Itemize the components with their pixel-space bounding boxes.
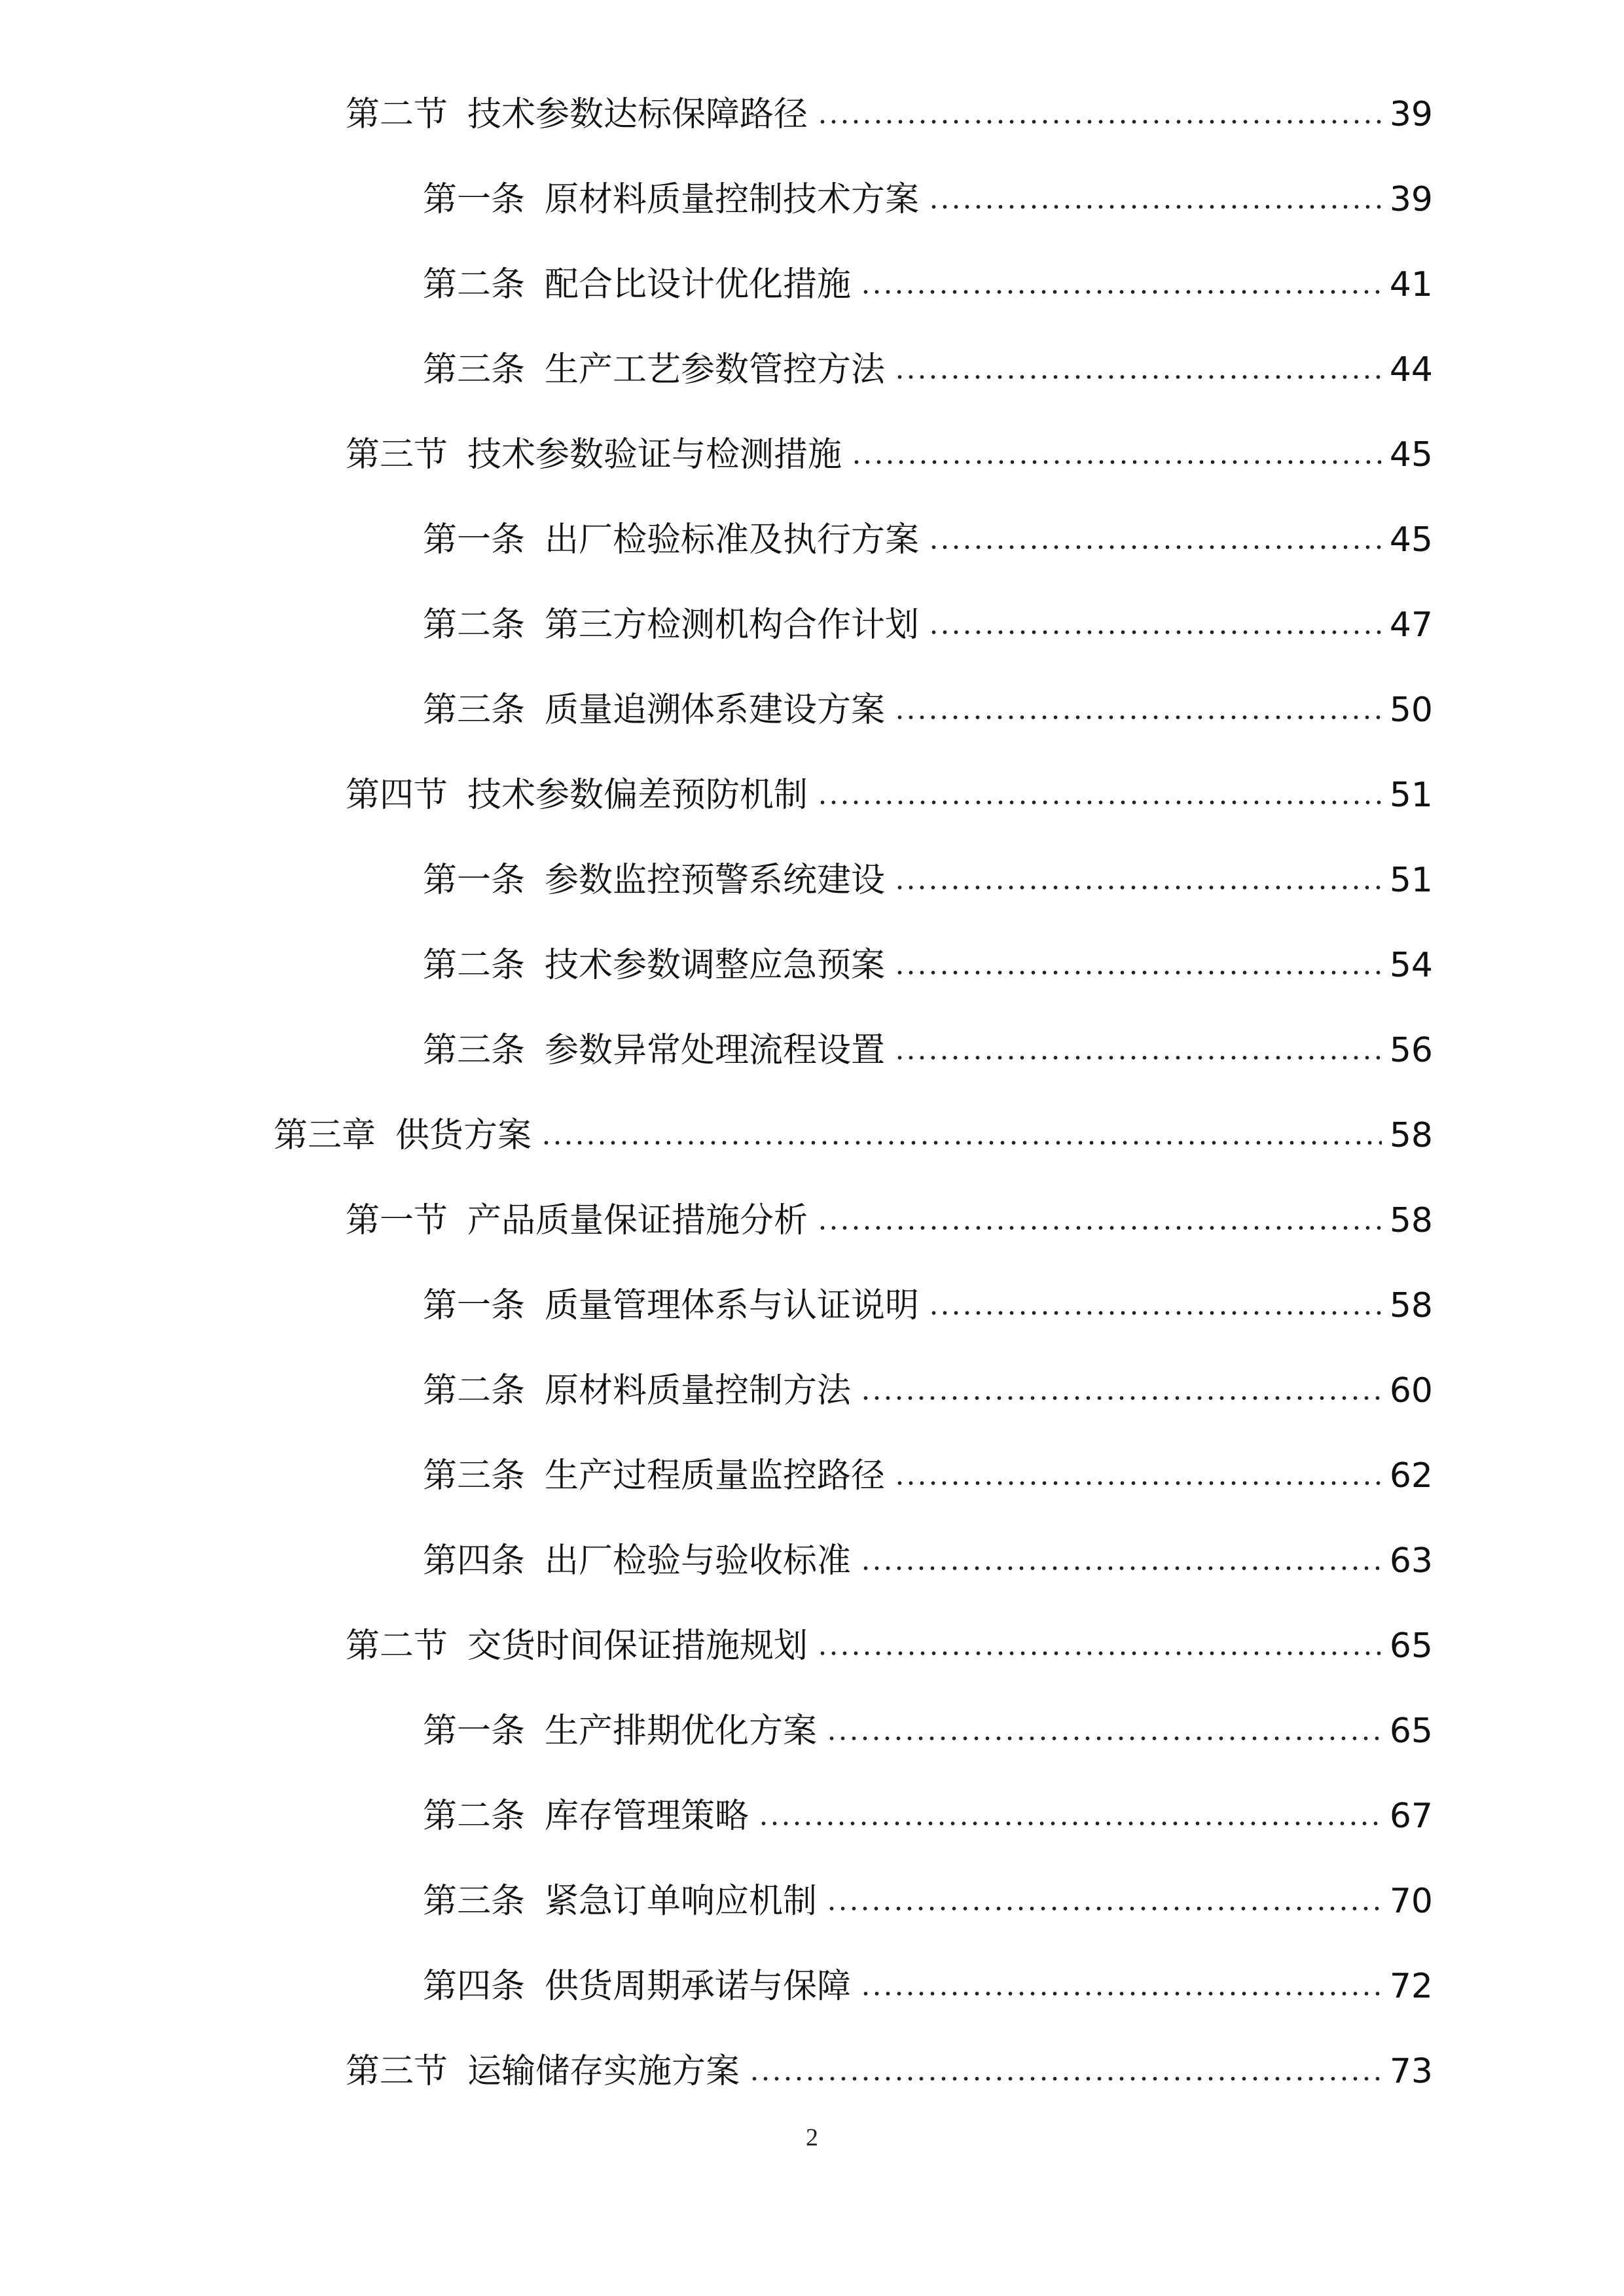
toc-dot-leader bbox=[928, 1310, 1382, 1316]
toc-dot-leader bbox=[894, 374, 1382, 380]
toc-entry-article[interactable] bbox=[0, 1518, 1624, 1604]
toc-entry-title: 参数监控预警系统建设 bbox=[545, 861, 886, 900]
toc-entry-title: 生产过程质量监控路径 bbox=[545, 1456, 886, 1496]
toc-entry-label: 第二条 bbox=[423, 265, 526, 304]
toc-entry-page-number: 60 bbox=[1389, 1371, 1433, 1410]
table-of-contents bbox=[0, 72, 1624, 2114]
toc-entry-article[interactable] bbox=[0, 157, 1624, 242]
toc-entry-page-number: 58 bbox=[1389, 1286, 1433, 1325]
toc-entry-label: 第三条 bbox=[423, 1456, 526, 1496]
toc-entry-article[interactable] bbox=[0, 923, 1624, 1008]
toc-entry-title: 技术参数验证与检测措施 bbox=[467, 435, 842, 475]
toc-entry-page-number: 50 bbox=[1389, 691, 1433, 730]
toc-entry-title: 紧急订单响应机制 bbox=[545, 1882, 818, 1921]
toc-entry-page-number: 45 bbox=[1389, 435, 1433, 475]
toc-entry-page-number: 70 bbox=[1389, 1882, 1433, 1921]
page-footer-number: 2 bbox=[806, 2124, 818, 2151]
toc-entry-article[interactable] bbox=[0, 1689, 1624, 1774]
toc-entry-label: 第三条 bbox=[423, 691, 526, 730]
toc-entry-article[interactable] bbox=[0, 1944, 1624, 2029]
toc-dot-leader bbox=[860, 1991, 1382, 1996]
toc-entry-article[interactable] bbox=[0, 1008, 1624, 1093]
toc-dot-leader bbox=[894, 970, 1382, 975]
toc-entry-page-number: 62 bbox=[1389, 1456, 1433, 1496]
toc-entry-article[interactable] bbox=[0, 1774, 1624, 1859]
toc-dot-leader bbox=[928, 630, 1382, 635]
toc-entry-label: 第三条 bbox=[423, 350, 526, 389]
toc-dot-leader bbox=[817, 119, 1382, 124]
toc-entry-page-number: 51 bbox=[1389, 861, 1433, 900]
toc-entry-article[interactable] bbox=[0, 1348, 1624, 1433]
toc-entry-article[interactable] bbox=[0, 497, 1624, 583]
toc-entry-label: 第三节 bbox=[346, 435, 448, 475]
toc-entry-title: 原材料质量控制方法 bbox=[545, 1371, 852, 1410]
toc-entry-title: 质量管理体系与认证说明 bbox=[545, 1286, 920, 1325]
toc-entry-label: 第三条 bbox=[423, 1882, 526, 1921]
toc-entry-label: 第一条 bbox=[423, 861, 526, 900]
toc-dot-leader bbox=[826, 1736, 1382, 1741]
toc-entry-article[interactable] bbox=[0, 668, 1624, 753]
toc-entry-title: 质量追溯体系建设方案 bbox=[545, 691, 886, 730]
toc-entry-title: 产品质量保证措施分析 bbox=[467, 1201, 808, 1240]
toc-entry-page-number: 41 bbox=[1389, 265, 1433, 304]
toc-dot-leader bbox=[817, 1651, 1382, 1656]
toc-entry-label: 第二节 bbox=[346, 1626, 448, 1666]
toc-entry-article[interactable] bbox=[0, 1859, 1624, 1944]
toc-entry-section[interactable] bbox=[0, 753, 1624, 838]
toc-dot-leader bbox=[758, 1821, 1382, 1826]
toc-entry-page-number: 63 bbox=[1389, 1541, 1433, 1581]
toc-entry-title: 供货周期承诺与保障 bbox=[545, 1967, 852, 2006]
toc-entry-article[interactable] bbox=[0, 327, 1624, 412]
toc-entry-title: 交货时间保证措施规划 bbox=[467, 1626, 808, 1666]
toc-entry-label: 第四条 bbox=[423, 1541, 526, 1581]
toc-entry-section[interactable] bbox=[0, 1604, 1624, 1689]
toc-entry-page-number: 39 bbox=[1389, 95, 1433, 134]
toc-entry-label: 第二条 bbox=[423, 1797, 526, 1836]
toc-entry-title: 出厂检验与验收标准 bbox=[545, 1541, 852, 1581]
toc-entry-section[interactable] bbox=[0, 72, 1624, 157]
toc-entry-title: 第三方检测机构合作计划 bbox=[545, 605, 920, 645]
toc-entry-title: 技术参数达标保障路径 bbox=[467, 95, 808, 134]
toc-dot-leader bbox=[894, 1055, 1382, 1060]
toc-entry-title: 库存管理策略 bbox=[545, 1797, 749, 1836]
toc-entry-title: 原材料质量控制技术方案 bbox=[545, 180, 920, 219]
toc-entry-page-number: 72 bbox=[1389, 1967, 1433, 2006]
toc-dot-leader bbox=[860, 289, 1382, 295]
toc-entry-label: 第二节 bbox=[346, 95, 448, 134]
toc-entry-label: 第三节 bbox=[346, 2052, 448, 2091]
toc-entry-label: 第一条 bbox=[423, 1286, 526, 1325]
toc-entry-label: 第一条 bbox=[423, 520, 526, 560]
toc-entry-article[interactable] bbox=[0, 1433, 1624, 1518]
toc-dot-leader bbox=[817, 800, 1382, 805]
toc-dot-leader bbox=[860, 1566, 1382, 1571]
toc-entry-label: 第四条 bbox=[423, 1967, 526, 2006]
toc-entry-title: 配合比设计优化措施 bbox=[545, 265, 852, 304]
toc-entry-title: 参数异常处理流程设置 bbox=[545, 1031, 886, 1070]
toc-entry-page-number: 58 bbox=[1389, 1201, 1433, 1240]
toc-entry-page-number: 39 bbox=[1389, 180, 1433, 219]
toc-dot-leader bbox=[826, 1906, 1382, 1911]
toc-dot-leader bbox=[860, 1395, 1382, 1401]
toc-entry-label: 第二条 bbox=[423, 1371, 526, 1410]
toc-entry-title: 供货方案 bbox=[395, 1116, 532, 1155]
toc-dot-leader bbox=[894, 1480, 1382, 1486]
toc-entry-page-number: 65 bbox=[1389, 1626, 1433, 1666]
toc-entry-page-number: 73 bbox=[1389, 2052, 1433, 2091]
toc-entry-page-number: 47 bbox=[1389, 605, 1433, 645]
toc-dot-leader bbox=[894, 715, 1382, 720]
toc-entry-article[interactable] bbox=[0, 242, 1624, 327]
toc-entry-page-number: 67 bbox=[1389, 1797, 1433, 1836]
toc-entry-title: 生产排期优化方案 bbox=[545, 1712, 818, 1751]
toc-entry-page-number: 65 bbox=[1389, 1712, 1433, 1751]
toc-entry-label: 第四节 bbox=[346, 776, 448, 815]
toc-dot-leader bbox=[894, 885, 1382, 890]
toc-entry-page-number: 45 bbox=[1389, 520, 1433, 560]
toc-entry-title: 生产工艺参数管控方法 bbox=[545, 350, 886, 389]
toc-entry-label: 第一条 bbox=[423, 180, 526, 219]
toc-entry-section[interactable] bbox=[0, 1178, 1624, 1263]
toc-entry-chapter[interactable] bbox=[0, 1093, 1624, 1178]
toc-entry-section[interactable] bbox=[0, 412, 1624, 497]
toc-dot-leader bbox=[928, 545, 1382, 550]
toc-dot-leader bbox=[541, 1140, 1382, 1145]
toc-entry-article[interactable] bbox=[0, 583, 1624, 668]
toc-entry-label: 第一节 bbox=[346, 1201, 448, 1240]
toc-dot-leader bbox=[817, 1225, 1382, 1230]
toc-entry-label: 第三条 bbox=[423, 1031, 526, 1070]
toc-entry-article[interactable] bbox=[0, 838, 1624, 923]
toc-entry-title: 运输储存实施方案 bbox=[467, 2052, 740, 2091]
toc-entry-page-number: 44 bbox=[1389, 350, 1433, 389]
toc-entry-label: 第二条 bbox=[423, 605, 526, 645]
toc-entry-page-number: 58 bbox=[1389, 1116, 1433, 1155]
toc-entry-label: 第一条 bbox=[423, 1712, 526, 1751]
toc-entry-page-number: 54 bbox=[1389, 946, 1433, 985]
toc-entry-title: 出厂检验标准及执行方案 bbox=[545, 520, 920, 560]
toc-entry-page-number: 56 bbox=[1389, 1031, 1433, 1070]
toc-entry-article[interactable] bbox=[0, 1263, 1624, 1348]
toc-entry-label: 第二条 bbox=[423, 946, 526, 985]
toc-entry-page-number: 51 bbox=[1389, 776, 1433, 815]
toc-entry-section[interactable] bbox=[0, 2029, 1624, 2114]
toc-dot-leader bbox=[851, 459, 1382, 465]
toc-entry-title: 技术参数偏差预防机制 bbox=[467, 776, 808, 815]
toc-dot-leader bbox=[749, 2076, 1382, 2081]
toc-entry-label: 第三章 bbox=[274, 1116, 376, 1155]
toc-dot-leader bbox=[928, 204, 1382, 209]
toc-entry-title: 技术参数调整应急预案 bbox=[545, 946, 886, 985]
